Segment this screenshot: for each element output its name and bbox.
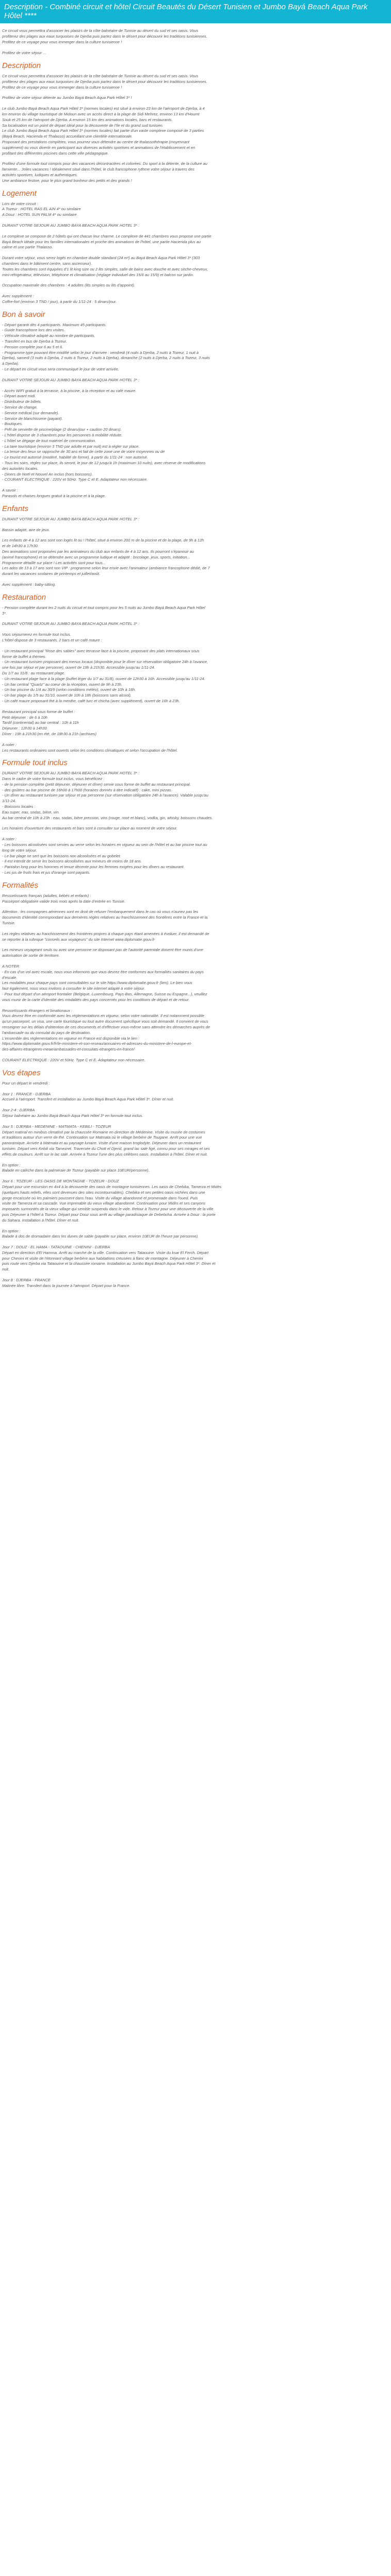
- text-line: - Boissons locales :: [2, 804, 36, 809]
- text-line: se reporter à la rubrique "conseils aux voyageurs" du site Internet www.diplomatie.gouv.fr: [2, 937, 155, 942]
- text-line: A Douz : HOTEL SUN PALM 4* ou similaire: [2, 212, 77, 217]
- text-line: DURANT VOTRE SEJOUR AU JUMBO BAYA BEACH AQUA PARK HOTEL 3* :: [2, 621, 140, 626]
- text-line: calme et une partie Thalasso.: [2, 245, 53, 250]
- text-line: Parasols et chaises longues gratuit à la piscine et à la plage.: [2, 494, 106, 498]
- text-line: - Diners de Noël et Nouvel An inclus (hors boissons).: [2, 471, 93, 477]
- text-line: - de la pension complète (petit déjeuner, déjeuner et dîner) servie sous forme de buffet au restaurant principal.: [2, 782, 191, 787]
- text-line: Tardif (continental) au bar central : 10h à 11h: [2, 720, 79, 725]
- text-line: A Tozeur : HOTEL RAS EL AIN 4* ou similaire: [2, 207, 81, 212]
- text-line: - Pantalon long pour les hommes et tenue décente pour les femmes exigées pour les dîners au restaurant.: [2, 865, 185, 870]
- step-title: En option :: [2, 1228, 21, 1233]
- text-line: Lors de votre circuit :: [2, 201, 38, 206]
- text-line: Bassin adapté, aire de jeux.: [2, 527, 50, 532]
- text-line: (animé francophone) et se détendre avec un programme ludique et adapté : bricolage, jeux, sports, initiation...: [2, 554, 190, 560]
- section-paragraph: [2, 74, 389, 90]
- section-paragraph: [2, 528, 389, 533]
- text-line: Les enfants de 4 à 12 ans sont non logés lit ou ! l'hôtel, situé à environ 200 m de la piscine et de la plage, de 9h à 12h: [2, 538, 204, 543]
- text-line: Départ matinal en minibus climatisé par la chaussée Romaine en direction de Médenine. Visite du musée de costumes: [2, 1129, 205, 1134]
- text-line: une fois par séjour et par personne), ouvert de 19h à 21h30. Accessible jusqu'au 1/11-24.: [2, 665, 155, 670]
- text-line: - Un bar central "Quartz" au coeur de la réception, ouvert de 9h à 23h.: [2, 682, 122, 687]
- text-line: Vous séjournerez en formule tout inclus.: [2, 632, 71, 637]
- text-line: vous munir de la carte d'identité des modalités des pays concernés pour les conditions de départ et de retour.: [2, 997, 190, 1002]
- text-line: - Pour tout départ d'un aéroport frontalier (Belgique, Luxembourg, Pays-Bas, Allemagne, Suisse ou Espagne...), veuillez: [2, 992, 207, 996]
- text-line: Restaurant principal sous forme de buffet :: [2, 709, 75, 714]
- text-line: Souk et 25 km de l'aéroport de Djerba. A environ 15 km des animations locales, bars et restaurants.: [2, 117, 173, 122]
- text-line: Profitez de votre séjour détente au Jumbo Bayá Beach Aqua Park Hôtel 3* !: [2, 95, 132, 100]
- text-line: - Le bar plage ne sert que les boissons non alcoolisées et au gobelet.: [2, 853, 121, 858]
- step-title: En option :: [2, 1162, 21, 1167]
- footer-spacer: [2, 1294, 389, 1304]
- section-paragraph: [2, 388, 389, 483]
- section-paragraph: [2, 488, 389, 499]
- text-line: farniente... Jolies vacances ! Idéalement situé dans l'hôtel, le club francophone rythme votre séjour à travers des: [2, 167, 194, 172]
- step-title: Jour 7 : DOUZ - EL HAMA - TATAOUINE - CHENINI - DJERBA: [2, 1245, 110, 1250]
- text-line: - Départ avant midi.: [2, 394, 36, 399]
- text-line: Au bar central de 10h à 23h : eau, sodas, bière pression, vins (rouge, rosé et blanc), vodka, gin, whisky, boissons chaudes.: [2, 815, 213, 820]
- text-line: Toutes les chambres sont équipées d'1 lit king size ou 2 lits simples, salle de bains avec douche et avec sèche-cheveux,: [2, 266, 208, 272]
- text-line: - des goûters au bar piscine de 16h00 à 17h00 (horaires donnés à titre indicatif) : cake, mini pizzas.: [2, 787, 172, 792]
- text-line: - Un restaurant tunisien proposant des menus locaux (disponible pour le dîner sur réservation obligatoire 24h à l'avance,: [2, 659, 208, 665]
- text-line: autorisation de sortie de territoire.: [2, 953, 60, 958]
- text-line: Le complexe se compose de 2 hôtels qui ont chacun leur charme. Le complexe de 441 chambres vous propose une partie: [2, 233, 211, 239]
- text-line: - La tenue des lieux se rapproche de 30 ans et fait de cette zone une de votre moyennes ou de: [2, 449, 165, 454]
- section-heading: Vos étapes: [2, 1068, 41, 1077]
- text-line: - Guide francophone lors des visites.: [2, 328, 65, 333]
- step-item: [2, 1245, 389, 1273]
- text-line: (quelques hauts reliefs, elles sont devenues des sites incontournables). Chebika et ses petites oasis nichées dans une: [2, 1190, 205, 1195]
- section-paragraph: [2, 837, 389, 876]
- text-line: Pour un départ le vendredi :: [2, 1080, 50, 1086]
- section-paragraph: [2, 201, 389, 218]
- section-paragraph: [2, 947, 389, 959]
- text-line: des autorités locales.: [2, 466, 39, 471]
- text-line: A noter :: [2, 837, 17, 842]
- section-paragraph: [2, 964, 389, 1003]
- section-paragraph: [2, 931, 389, 943]
- text-line: Balade à dos de dromadaire dans les dunes de sable (payable sur place, environ 10EUR de l'heure par personne).: [2, 1234, 199, 1239]
- text-line: faut également, nous vous invitons à consulter le site internet adapté à votre séjour.: [2, 986, 145, 991]
- section-paragraph: [2, 106, 389, 156]
- section-paragraph: [2, 517, 389, 522]
- text-line: - L'hôtel se dégage de tout matériel de communication.: [2, 438, 96, 443]
- text-line: - Accès WIFI gratuit à la terrasse, à la piscine, à la réception et au café maure.: [2, 388, 137, 393]
- section-paragraph: [2, 632, 389, 643]
- text-line: puis route vers Djerba via Tataouine et la chaussée romaine. Installation au Jumbo Bayá Beach Aqua Park Hôtel 3*. Dîner et: [2, 1261, 216, 1266]
- section-paragraph: [2, 909, 389, 926]
- text-line: des-affaires-etrangeres-meae/ambassades-et-consulats-etrangers-en-france/: [2, 1047, 135, 1052]
- text-line: Dans le cadre de votre formule tout inclus, vous bénéficiez :: [2, 776, 105, 782]
- text-line: - En cas d'un vol avec escale, nous vous informons que vous devrez être conformes aux formalités sanitaires du pays: [2, 969, 204, 974]
- text-line: - Un restaurant principal "Rose des sables" avec terrasse face à la piscine, proposant des plats internationaux sous: [2, 648, 200, 653]
- text-line: profitant des différentes piscines dans cette ville pédagogique.: [2, 150, 109, 156]
- step-item: [2, 1124, 389, 1158]
- text-line: Tunisie.: [2, 921, 15, 926]
- step-title: Jour 1 : FRANCE - DJERBA: [2, 1091, 51, 1096]
- section-paragraph: [2, 1058, 389, 1063]
- text-line: profiterez des plages aux eaux turquoises de Djerba puis partez dans le désert pour découvrir les traditions tunisiennes.: [2, 33, 207, 39]
- text-line: long de votre séjour.: [2, 848, 37, 853]
- text-line: DURANT VOTRE SEJOUR AU JUMBO BAYA BEACH AQUA PARK HOTEL 3* :: [2, 516, 140, 521]
- section-heading: Formalités: [2, 880, 39, 890]
- step-item: [2, 1179, 389, 1223]
- section-heading: Description: [2, 61, 41, 70]
- text-line: - Véhicule climatisé adapté au nombre de participants.: [2, 333, 95, 338]
- intro: [2, 28, 389, 56]
- text-line: - COURANT ELECTRIQUE : 220V et 50Hz. Type C et E. Adaptateur non nécessaire.: [2, 477, 148, 482]
- text-line: COURANT ELECTRIQUE : 220V et 50Hz. Type C et E. Adaptateur non nécessaire.: [2, 1057, 145, 1062]
- section-paragraph: [2, 283, 389, 289]
- text-line: A savoir :: [2, 488, 18, 493]
- text-line: A NOTER: [2, 964, 20, 969]
- text-line: Ressortissants français (adultes, bébés et enfants) :: [2, 893, 91, 898]
- text-line: documents d'identité correspondant aux dernières règles relatives au franchissement des frontières entre la France et la: [2, 915, 208, 920]
- text-line: L'ensemble des réglementations en vigueur en France est disponible via le lien :: [2, 1036, 140, 1041]
- text-line: Proposant des prestations complètes, vous pourrez vous détendre au centre de thalassothérapie (moyennant: [2, 139, 190, 144]
- text-line: - Distributeur de billets.: [2, 399, 42, 404]
- text-line: - Un restaurant plage face à la plage (buffet léger du 1/7 au 31/8), ouvert de 12h30 à 16h. Accessible jusqu'au 1/11-24.: [2, 676, 205, 681]
- section-heading: Bon à savoir: [2, 310, 45, 319]
- section-paragraph: [2, 742, 389, 754]
- text-line: Profitez de ce voyage pour vous immerger dans la culture tunisienne !: [2, 84, 122, 90]
- section-heading: Restauration: [2, 592, 46, 602]
- text-line: profiterez des plages aux eaux turquoises de Djerba puis partez dans le désert pour découvrir les traditions tunisiennes.: [2, 79, 207, 84]
- text-line: qu'un passeport, un visa, une carte touristique ou tout autre document spécifique vous soit demandé. Il convient de vous: [2, 1019, 208, 1024]
- text-line: tunisien. Départ vers Kebili via Tamezret. Traversée du Chott el Djerid, grand lac salé figé, connu pour ses mirages et ses: [2, 1146, 210, 1151]
- text-line: Avec supplément : baby-sitting.: [2, 582, 56, 587]
- text-line: Passeport obligatoire valide trois mois après la date d'entrée en Tunisie.: [2, 899, 125, 904]
- section-heading: Logement: [2, 189, 37, 198]
- text-line: - Transfert en bus de Djerba à Tozeur.: [2, 339, 68, 344]
- step-title: Jour 6 : TOZEUR - LES OASIS DE MONTAGNE - TOZEUR - DOUZ: [2, 1179, 119, 1184]
- text-line: - Pension complète jour 6 au 5 et 6.: [2, 344, 63, 349]
- section-paragraph: [2, 323, 389, 372]
- text-line: Une ambiance festive, pour le plus grand bonheur des petits et des grands !: [2, 178, 132, 183]
- text-line: Le club Jumbo Bayá Beach Aqua Park Hôtel 3* (normes locales) est situé à environ 23 km de l'aéroport de Djerba, à 4: [2, 106, 205, 111]
- text-line: - Le tourist est autorisé (modéré, habilité de forme), à partir du 1/11-24 : non autorisé.: [2, 455, 148, 460]
- text-line: effets de couleurs. Arrêt sur le lac salé. Arrivée à Tozeur l'une des plus célèbres oasis. Installation à l'hôtel. Dîner et nuit.: [2, 1151, 208, 1157]
- text-line: Djerba), samedi (3 nuits à Djerba, 2 nuits à Tozeur, 2 nuits à Djerba), dimanche (2 nuits à Djerba, 2 nuits à Tozeur, 3 nuits: [2, 355, 210, 361]
- text-line: - L'hôtel dispose de 3 chambres pour les personnes à mobilité réduite.: [2, 433, 123, 438]
- text-line: Ce circuit vous permettra d'associer les plaisirs de la côte balnéaire de Tunisie au désert du sud et ses oasis. Vous: [2, 28, 199, 33]
- section-paragraph: [2, 1008, 389, 1053]
- text-line: - Les jus de fruits frais et jus d'orange sont payants.: [2, 870, 91, 875]
- text-line: (Bayá Beach, Hacienda et Thalasso) accueillant une clientèle internationale.: [2, 134, 133, 139]
- text-line: Les mineurs voyageant seuls ou avec une personne ne disposant pas de l'autorité parentale doivent être munis d'une: [2, 947, 203, 953]
- section-paragraph: [2, 538, 389, 577]
- text-line: - Service de change.: [2, 405, 38, 410]
- text-line: 1/11-24.: [2, 799, 16, 804]
- text-line: Sa localisation est un point de départ idéal pour la découverte de l'île et du grand sud tunisien.: [2, 123, 164, 128]
- text-line: du Sahara. Installation à l'hôtel. Dîner et nuit.: [2, 1217, 79, 1223]
- step-item: [2, 1108, 389, 1119]
- step-item: [2, 1278, 389, 1289]
- step-item: [2, 1229, 389, 1240]
- section-paragraph: [2, 234, 389, 250]
- text-line: et de 14h30 à 17h30.: [2, 544, 39, 549]
- text-line: L'hôtel dispose de 3 restaurants, 2 bars et un café maure :: [2, 637, 102, 642]
- text-line: Ce circuit vous permettra d'associer les plaisirs de la côte balnéaire de Tunisie au désert du sud et ses oasis. Vous: [2, 73, 199, 78]
- section-paragraph: [2, 605, 389, 617]
- section-paragraph: [2, 621, 389, 627]
- text-line: Dîner : 19h à 21h30 (en été, de 18h30 à 21h (archives): [2, 731, 97, 736]
- text-line: puis Déjeuner à l'hôtel à Tozeur. Départ pour Douz sous arrêt au village paradisiaque de Debebcha. Arrivée à Douz : la porte: [2, 1212, 216, 1217]
- text-line: Départ en direction d'El Hamma. Arrêt au marché de la ville. Continuation vers Tataouine. Visite du ksar El Ferch. Départ: [2, 1250, 209, 1255]
- text-line: Les règles relatives au franchissement des frontières propres à chaque pays étant amenées à évoluer, il est demandé de: [2, 931, 209, 936]
- text-line: et traditions autour d'un verre de thé. Continuation sur Matmata où le village berbère de Tougane. Arrêt pour une vue: [2, 1135, 202, 1140]
- text-line: Les restaurants ordinaires sont ouverts selon les conditions climatiques et selon l'occupation de l'hôtel.: [2, 748, 178, 753]
- section-paragraph: [2, 256, 389, 278]
- text-line: - La taxe touristique (environ 3 TND par adulte et par nuit) est à régler sur place.: [2, 444, 140, 449]
- text-line: pour Chenini et visite de l'étonnant village berbère aux habitations creusées à flanc de montagne. Déjeuner à Chenini: [2, 1256, 203, 1261]
- text-line: - Service de blanchisserie (payant).: [2, 416, 63, 421]
- text-line: Profitez d'une formule tout compris pour des vacances décontractées et colorées. Du sport à la détente, de la culture au: [2, 161, 207, 166]
- section-paragraph: [2, 649, 389, 704]
- text-line: - Tous les soirs, règles sur place, ils seront, le jour de 12 jusqu'à 1h (maximum 10 nuits), avec réserve de modifications: [2, 461, 206, 466]
- text-line: d'escale.: [2, 975, 18, 980]
- step-title: Jour 5 : DJERBA - MEDENINE - MATMATA - KEBILI - TOZEUR: [2, 1124, 111, 1129]
- text-line: Ressortissants étrangers et binationaux :: [2, 1008, 72, 1013]
- section-paragraph: [2, 826, 389, 832]
- text-line: Durant votre séjour, vous serez logés en chambre double standard (24 m²) au Bayá Beach Aqua Park Hôtel 3* (303: [2, 256, 200, 261]
- text-line: Du 1/7 au 31/8 : au restaurant plage.: [2, 670, 66, 675]
- text-line: Profitez de votre séjour ...: [2, 50, 46, 56]
- text-line: Les ados de 13 à 17 ans sont non VIP : programme selon leur envie avec l'animateur (ambiance francophone dédié, de 7: [2, 566, 210, 571]
- text-line: Coffre-fort (environ 3 TND / jour), à partir du 1/11-24 : 5 dinars/jour.: [2, 299, 117, 304]
- steps: [2, 1092, 389, 1289]
- step-title: Jour 8 : DJERBA - FRANCE: [2, 1278, 51, 1283]
- text-line: [2, 45, 389, 50]
- text-line: - Un bar plage du 1/5 au 31/10, ouvert de 10h à 18h (boissons sans alcool).: [2, 693, 132, 698]
- text-line: 3*.: [2, 611, 7, 616]
- page-title: Description - Combiné circuit et hôtel Circuit Beautés du Désert Tunisien et Jumbo Bayá Beach Aqua Park Hôtel ****: [0, 0, 391, 23]
- text-line: forme de buffet à thèmes.: [2, 654, 46, 659]
- sections: [2, 61, 389, 1087]
- text-line: - Un bar piscine du 1/4 au 30/9 (selon conditions météo), ouvert de 10h à 18h.: [2, 687, 136, 692]
- text-line: Balade en calèche dans la palmeraie de Tozeur (payable sur place 10EUR/personne).: [2, 1168, 150, 1173]
- content: [0, 28, 391, 1304]
- text-line: Avec supplément :: [2, 294, 34, 299]
- text-line: durant les vacances scolaires de printemps et juillet/août.: [2, 571, 101, 577]
- text-line: supplément) ou vous divertir en participant aux diverses activités sportives et animations de l'établissement et en: [2, 145, 196, 150]
- text-line: Déjeuner : 12h30 à 14h30: [2, 726, 47, 731]
- text-line: Petit déjeuner : de 6 à 10h: [2, 715, 47, 720]
- text-line: DURANT VOTRE SEJOUR AU JUMBO BAYA BEACH AQUA PARK HOTEL 3* :: [2, 223, 140, 228]
- text-line: Matinée libre. Transfert dans la journée à l'aéroport. Départ pour la France.: [2, 1283, 131, 1288]
- text-line: Profitez de ce voyage pour vous immerger dans la culture tunisienne !: [2, 39, 122, 44]
- text-line: DURANT VOTRE SEJOUR AU JUMBO BAYA BEACH AQUA PARK HOTEL 3* :: [2, 377, 140, 382]
- text-line: l'ambassade ou du consulat du pays de destination.: [2, 1030, 91, 1035]
- text-line: Le club Jumbo Bayá Beach Aqua Park Hôtel 3* (normes locales) fait partie d'un vaste complexe composé de 3 parties: [2, 128, 204, 133]
- section-paragraph: [2, 893, 389, 905]
- text-line: DURANT VOTRE SEJOUR AU JUMBO BAYA BEACH AQUA PARK HOTEL 3* :: [2, 771, 140, 776]
- text-line: activités sportives, ludiques et authentiques.: [2, 172, 78, 177]
- text-line: Accueil à l'aéroport. Transfert et installation au Jumbo Bayá Beach Aqua Park Hôtel 3*. Dîner et nuit.: [2, 1097, 174, 1102]
- section-paragraph: [2, 223, 389, 229]
- step-title: Jour 2-4 : DJERBA: [2, 1108, 35, 1113]
- text-line: A noter :: [2, 742, 17, 747]
- section-paragraph: [2, 95, 389, 101]
- text-line: https://www.diplomatie.gouv.fr/fr/le-ministere-et-son-reseau/annuaires-et-adresses-du-ministere-de-l-europe-et-: [2, 1041, 192, 1046]
- text-line: chambres dans le bâtiment centre, sans ascenseur).: [2, 261, 92, 266]
- text-line: visite de Tamerza et sa cascade. Vue imprenable du vieux village abandonné. Continuation pour Midès et ses canyons: [2, 1201, 205, 1206]
- text-line: km environ du village touristique de Midoun avec un accès direct à la plage de Sidi Mehrez, environ 13 km d'Houmt: [2, 111, 200, 116]
- text-line: - Les boissons alcoolisées sont servies au verre selon les horaires en vigueur au sein de l'hôtel et au bar piscine tout au: [2, 842, 207, 848]
- section-paragraph: [2, 161, 389, 183]
- text-line: - Boutiques.: [2, 421, 23, 427]
- text-line: Programme détaillé sur place ! Les activités sont pour tous...: [2, 560, 106, 565]
- text-line: - Prêt de serviette de piscine/plage (2 dinars/jour + caution 20 dinars).: [2, 427, 122, 432]
- text-line: - Pension complète durant les 2 nuits du circuit et tout compris pour les 5 nuits au Jumbo Bayá Beach Aqua Park Hôtel: [2, 605, 205, 610]
- text-line: Séjour balnéaire au Jumbo Bayá Beach Aqua Park Hôtel 3* en formule tout inclus.: [2, 1113, 143, 1118]
- text-line: Les modalités pour chaque pays sont consultables sur le site https://www.diplomatie.gouv.fr (lien). Le bien vous: [2, 980, 192, 986]
- text-line: renseigner sur les délais d'obtention de ces documents et d'effectuer vous-même sans attendre les démarches auprès de: [2, 1024, 210, 1029]
- text-line: - Service médical (sur demande).: [2, 410, 59, 415]
- text-line: Les horaires d'ouverture des restaurants et bars sont à consulter sur place au moment de votre séjour.: [2, 826, 178, 831]
- text-line: nuit.: [2, 1267, 10, 1272]
- text-line: mini-réfrigérateur, télévision, téléphone et climatisation (réglage individuel des 15/6 au 15/9) et balcon sur jardin.: [2, 272, 194, 277]
- text-line: - Un café maure proposant thé à la menthe, café turc et chicha (avec supplément), ouvert de 16h à 23h.: [2, 698, 180, 703]
- text-line: Vous devrez être en conformité avec les réglementations en vigueur, selon votre nationalité. Il est notamment possible: [2, 1013, 205, 1019]
- section-paragraph: [2, 294, 389, 305]
- text-line: Bayá Beach idéale pour les familles internationales et proche des animations de l'hôtel, une partie Hacienda plus au: [2, 239, 201, 244]
- text-line: - Il est interdit de servir les boissons alcoolisées aux mineurs de moins de 18 ans.: [2, 859, 142, 864]
- text-line: à Djerba).: [2, 361, 19, 366]
- section-heading: Formule tout inclus: [2, 758, 68, 768]
- text-line: Des animations sont proposées par les animateurs du club aux enfants de 4 à 12 ans. Ils pourront s'épanouir au: [2, 549, 194, 554]
- text-line: gorge encaissée où les palmiers poussent dans l'eau. Visite du village abandonné et promenade dans l'oued. Puis: [2, 1195, 198, 1200]
- section-paragraph: [2, 709, 389, 737]
- text-line: - Programme type pouvant être modifié selon le jour d'arrivée : vendredi (4 nuits à Djerba, 2 nuits à Tozeur, 1 nuit à: [2, 350, 199, 355]
- text-line: - Le départ en circuit vous sera communiqué le jour de votre arrivée.: [2, 367, 119, 372]
- text-line: imposants surmontés de la vieux village qui semble suspendu dans le vide. Retour à Tozeur pour une découverte de la ville: [2, 1207, 214, 1212]
- section-paragraph: [2, 1081, 389, 1087]
- section-paragraph: [2, 582, 389, 588]
- section-paragraph: [2, 771, 389, 821]
- text-line: Départ pour une excursion en 4x4 à la découverte des oasis de montagne tunisiennes. Les oasis de Chebika, Tamerza et Midès: [2, 1184, 222, 1189]
- section-heading: Enfants: [2, 504, 28, 513]
- text-line: panoramique. Arrivée à Matmata et au paysage lunaire. Visite d'une maison troglodyte. Déjeuner dans un restaurant: [2, 1141, 201, 1146]
- text-line: Attention : les compagnies aériennes sont en droit de refuser l'embarquement dans le cas où vous n'auriez pas les: [2, 909, 199, 914]
- text-line: - Départ garanti dès 4 participants. Maximum 45 participants.: [2, 322, 107, 327]
- step-item: [2, 1092, 389, 1103]
- section-paragraph: [2, 378, 389, 383]
- intro-paragraph: [2, 28, 389, 56]
- text-line: - Un dîner au restaurant tunisien par séjour et par personne (sur réservation obligatoire 24h à l'avance). Valable jusqu'au: [2, 793, 208, 798]
- text-line: Occupation maximale des chambres : 4 adultes (lits simples ou lits d'appoint).: [2, 283, 135, 288]
- text-line: Eau super, eau, sodas, bière, vin.: [2, 809, 60, 815]
- step-item: [2, 1163, 389, 1174]
